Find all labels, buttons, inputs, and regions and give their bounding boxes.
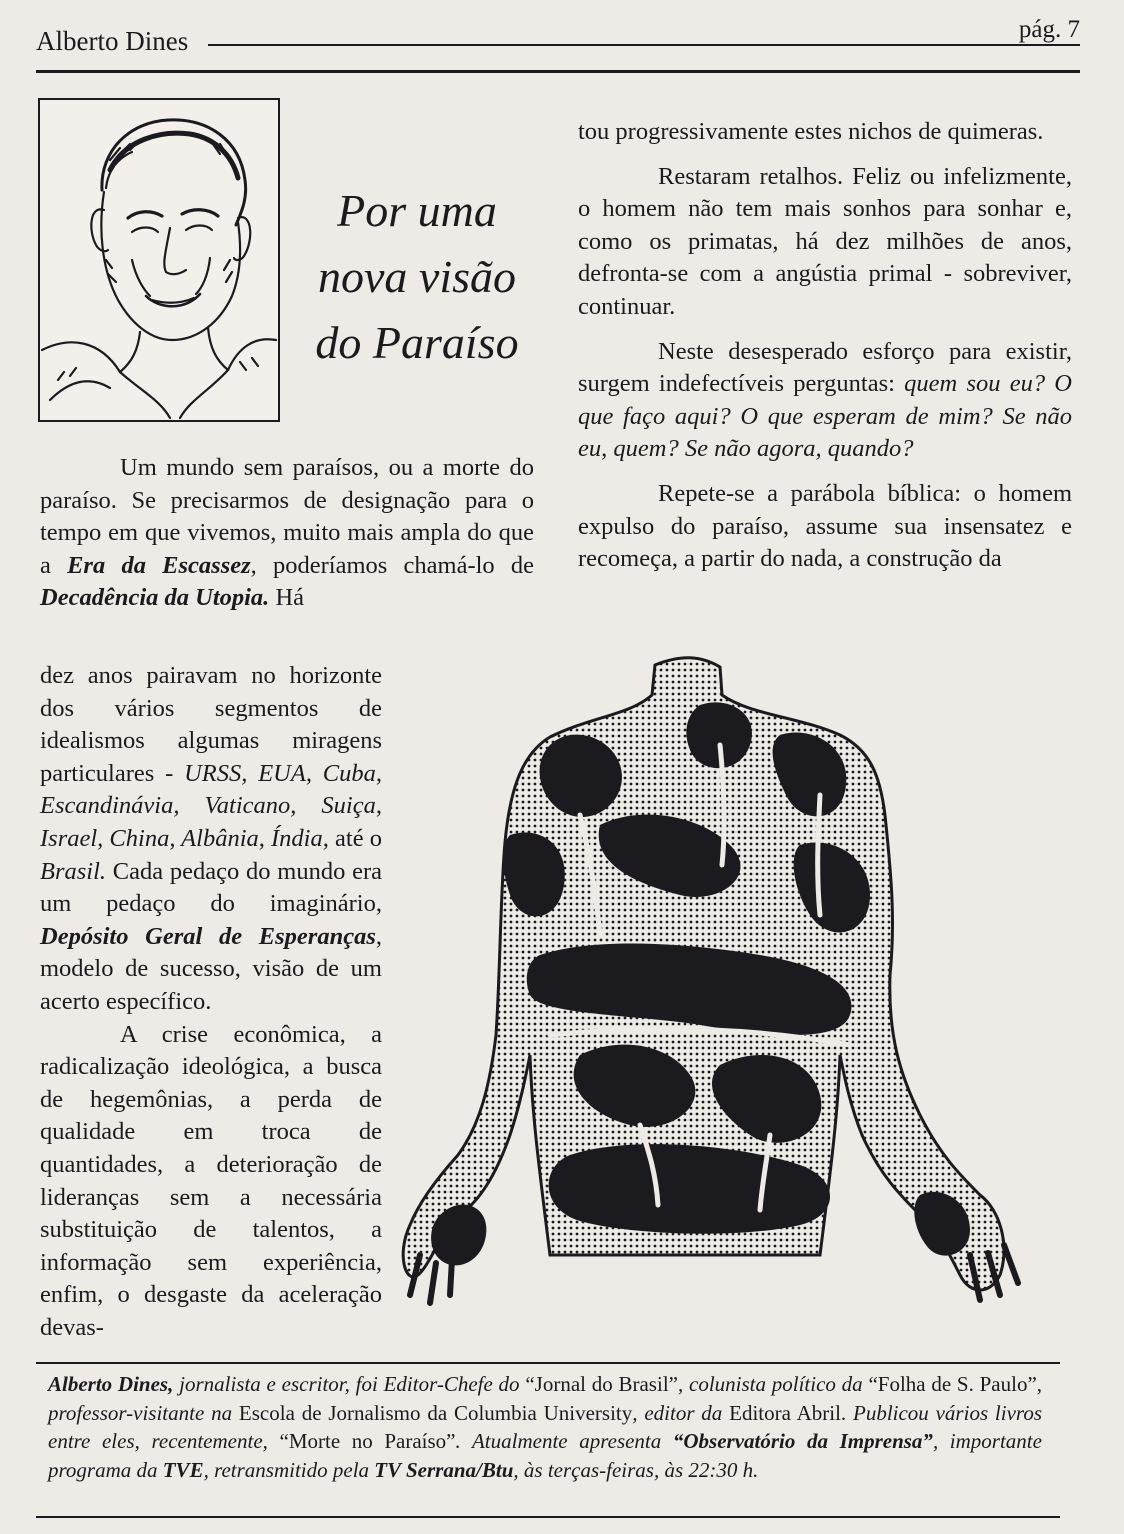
text-segment-emphasis: Decadência da Utopia. xyxy=(40,584,270,612)
paragraph: tou progressivamente estes nichos de quimeras. xyxy=(578,118,1044,145)
text-segment-emphasis: Depósito Geral de Esperanças xyxy=(40,922,376,950)
bio-text: TV Serrana/Btu xyxy=(374,1457,514,1482)
text-segment: Há xyxy=(269,584,305,612)
bio-text: Editora Abril. xyxy=(729,1400,847,1425)
bio-text: , às terças-feiras, às 22:30 h. xyxy=(513,1457,759,1482)
text-segment: dez anos pairavam no horizonte dos vários segmentos de idealismos algumas miragens particulares - xyxy=(40,662,382,787)
text-segment-italic: URSS, EUA, Cuba, Escandinávia, Vaticano, Suiça, Israel, China, Albânia, Índia, xyxy=(40,759,382,852)
article-title xyxy=(292,178,542,376)
text-segment-italic: Brasil. xyxy=(40,857,107,885)
title-line-3: do Paraíso xyxy=(315,317,519,368)
bio-text: Publicou vários livros entre eles, recentemente, xyxy=(48,1400,1042,1454)
bio-name: Alberto Dines, xyxy=(48,1372,174,1396)
bio-text: “Jornal do Brasil” xyxy=(525,1372,678,1396)
text-segment-emphasis: Era da Escassez xyxy=(67,551,251,579)
bio-text: , retransmitido pela xyxy=(203,1457,375,1482)
text-segment: , poderíamos chamá-lo de xyxy=(250,551,534,579)
header-rule xyxy=(208,44,1080,46)
author-bio xyxy=(48,1370,1042,1484)
paradise-torso-icon xyxy=(400,655,1032,1310)
bio-rule-bottom xyxy=(36,1516,1060,1518)
header-author: Alberto Dines xyxy=(36,26,189,56)
author-portrait xyxy=(38,98,280,422)
bio-text: “Folha de S. Paulo” xyxy=(868,1372,1037,1396)
bio-text: “Observatório da Imprensa” xyxy=(672,1429,933,1454)
text-segment: Neste desesperado esforço para existir, surgem indefectíveis perguntas: xyxy=(578,337,1072,398)
title-line-2: nova visão xyxy=(317,251,516,302)
torso-illustration xyxy=(400,655,1032,1310)
bio-text: , importante programa da xyxy=(48,1429,1042,1482)
bio-text: , professor-visitante na xyxy=(48,1372,1043,1425)
header-divider xyxy=(36,70,1080,73)
right-column xyxy=(578,116,1072,576)
text-segment: Um mundo sem paraísos, ou a morte do paraíso. Se precisarmos de designação para o tempo em que vivemos, muito mais ampla do que a xyxy=(40,454,534,579)
bio-text: . Atualmente apresenta xyxy=(455,1429,673,1454)
left-column-top xyxy=(40,452,534,615)
left-column-bottom xyxy=(40,660,382,1344)
title-line-1: Por uma xyxy=(337,185,497,236)
bio-rule-top xyxy=(36,1362,1060,1364)
bio-text: Escola de Jornalismo da Columbia University xyxy=(238,1400,633,1425)
paragraph: Repete-se a parábola bíblica: o homem expulso do paraíso, assume sua insensatez e recomeça, a partir do nada, a construção da xyxy=(578,479,1072,573)
bio-text: , colunista político da xyxy=(677,1372,869,1396)
text-segment: Cada pedaço do mundo era um pedaço do imaginário, xyxy=(40,857,382,918)
bio-text: “Morte no Paraíso” xyxy=(279,1429,456,1454)
text-segment: , modelo de sucesso, visão de um acerto específico. xyxy=(40,922,382,1015)
header-page-number: pág. 7 xyxy=(1018,16,1080,43)
paragraph: A crise econômica, a radicalização ideológica, a busca de hegemônias, a perda de qualidade em troca de quantidades, a deterioração de lideranças sem a necessária substituição de talentos, a informação sem experiência, enfim, o desgaste da aceleração devas- xyxy=(40,1020,382,1341)
bio-text: jornalista e escritor, foi Editor-Chefe do xyxy=(173,1372,526,1396)
bio-text: , editor da xyxy=(632,1400,730,1425)
paragraph: Restaram retalhos. Feliz ou infelizmente, o homem não tem mais sonhos para sonhar e, como os primatas, há dez milhões de anos, defronta-se com a angústia primal - sobreviver, continuar. xyxy=(578,162,1072,320)
bio-text: TVE xyxy=(162,1457,204,1482)
text-segment: até o xyxy=(328,824,382,852)
portrait-sketch-icon xyxy=(40,100,278,420)
text-segment-italic: quem sou eu? O que faço aqui? O que esperam de mim? Se não eu, quem? Se não agora, quando? xyxy=(578,370,1073,463)
